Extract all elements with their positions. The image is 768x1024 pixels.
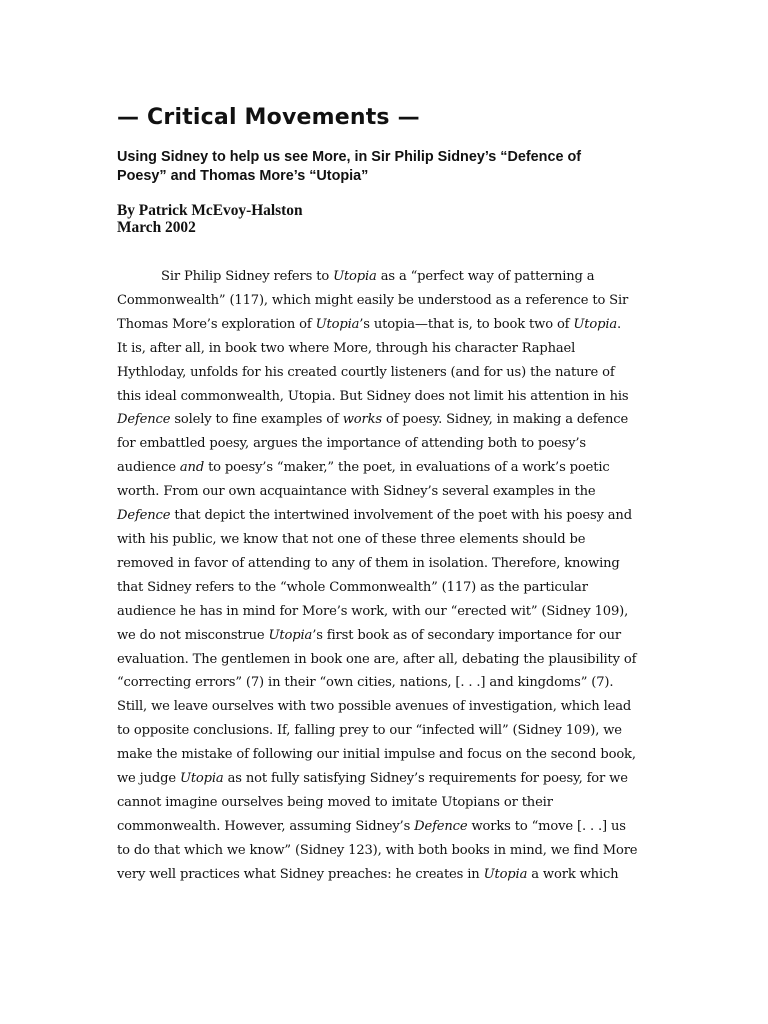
italic-title: Utopia: [179, 771, 224, 787]
document-page: [117, 104, 652, 887]
byline: [117, 202, 652, 236]
body-line: Commonwealth” (117), which might easily be understood as a reference to Sir: [117, 292, 629, 308]
body-line: that Sidney refers to the “whole Commonwealth” (117) as the particular: [117, 579, 588, 595]
body-line: It is, after all, in book two where More, through his character Raphael: [117, 340, 576, 356]
italic-title: Defence: [117, 508, 171, 524]
body-line: Sir Philip Sidney refers to Utopia as a “perfect way of patterning a: [161, 269, 595, 284]
body-line: audience and to poesy’s “maker,” the poet, in evaluations of a work’s poetic: [117, 460, 610, 476]
italic-title: Utopia: [333, 269, 377, 284]
body-line: Still, we leave ourselves with two possible avenues of investigation, which lead: [117, 699, 632, 715]
body-line: Thomas More’s exploration of Utopia’s utopia—that is, to book two of Utopia.: [117, 316, 622, 332]
body-line: this ideal commonwealth, Utopia. But Sidney does not limit his attention in his: [117, 388, 629, 404]
body-line: “correcting errors” (7) in their “own cities, nations, [. . .] and kingdoms” (7).: [117, 675, 614, 691]
body-line: for embattled poesy, argues the importance of attending both to poesy’s: [117, 436, 586, 452]
body-line: commonwealth. However, assuming Sidney’s Defence works to “move [. . .] us: [117, 818, 626, 834]
section-title: — Critical Movements —: [117, 105, 420, 130]
subtitle-line: Using Sidney to help us see More, in Sir Philip Sidney’s “Defence of: [117, 149, 582, 165]
body-line: we judge Utopia as not fully satisfying Sidney’s requirements for poesy, for we: [117, 771, 628, 787]
body-line: to opposite conclusions. If, falling prey to our “infected will” (Sidney 109), we: [117, 723, 622, 739]
body-line: to do that which we know” (Sidney 123), with both books in mind, we find More: [117, 842, 638, 858]
article-subtitle: [117, 148, 652, 186]
italic-title: Defence: [117, 412, 171, 428]
author-name: By Patrick McEvoy-Halston: [117, 202, 303, 219]
body-line: evaluation. The gentlemen in book one are, after all, debating the plausibility of: [117, 651, 637, 667]
body-line: cannot imagine ourselves being moved to imitate Utopians or their: [117, 794, 553, 810]
body-line: Defence that depict the intertwined involvement of the poet with his poesy and: [117, 508, 632, 524]
body-line: removed in favor of attending to any of them in isolation. Therefore, knowing: [117, 555, 620, 571]
italic-title: works: [342, 412, 382, 428]
body-line: make the mistake of following our initial impulse and focus on the second book,: [117, 747, 636, 763]
body-line: Defence solely to fine examples of works of poesy. Sidney, in making a defence: [117, 412, 629, 428]
italic-title: Utopia: [483, 866, 528, 882]
body-line: with his public, we know that not one of these three elements should be: [117, 531, 586, 547]
italic-title: and: [179, 460, 205, 476]
italic-title: Utopia: [268, 627, 313, 643]
subtitle-line: Poesy” and Thomas More’s “Utopia”: [117, 168, 369, 184]
italic-title: Utopia: [573, 316, 618, 332]
body-line: we do not misconstrue Utopia’s first book as of secondary importance for our: [117, 627, 622, 643]
italic-title: Utopia: [315, 316, 360, 332]
body-line: very well practices what Sidney preaches: he creates in Utopia a work which: [117, 866, 619, 882]
italic-title: Defence: [414, 818, 468, 834]
body-line: Hythloday, unfolds for his created courtly listeners (and for us) the nature of: [117, 364, 615, 380]
body-paragraph: [117, 265, 652, 887]
body-line: worth. From our own acquaintance with Sidney’s several examples in the: [117, 484, 596, 500]
body-line: audience he has in mind for More’s work, with our “erected wit” (Sidney 109),: [117, 603, 629, 619]
publication-date: March 2002: [117, 219, 196, 236]
